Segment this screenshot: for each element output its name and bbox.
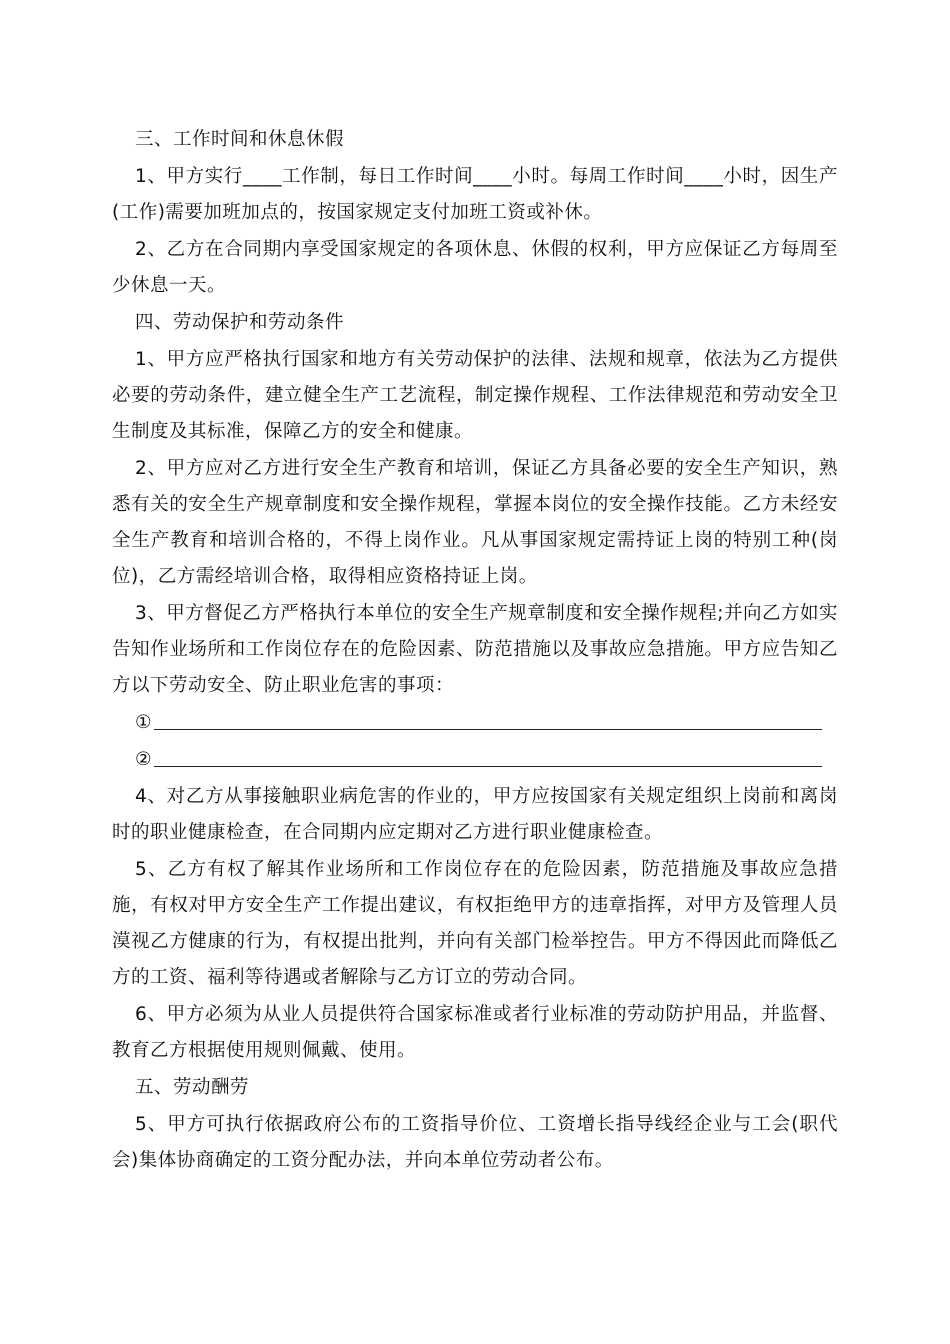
paragraph-safety-rules: 3、甲方督促乙方严格执行本单位的安全生产规章制度和安全操作规程;并向乙方如实告知作业场所和工作岗位存在的危险因素、防范措施以及事故应急措施。甲方应告知乙方以下劳动安全、防止职业危害的事项： — [112, 603, 839, 696]
item-marker-1: ① — [135, 712, 152, 733]
section-heading-labor-protection: 四、劳动保护和劳动条件 — [135, 312, 345, 333]
section-heading-work-hours: 三、工作时间和休息休假 — [135, 129, 345, 150]
paragraph-safety-training: 2、甲方应对乙方进行安全生产教育和培训，保证乙方具备必要的安全生产知识，熟悉有关的安全生产规章制度和安全操作规程，掌握本岗位的安全操作技能。乙方未经安全生产教育和培训合格的，不得上岗作业。凡从事国家规定需持证上岗的特别工种(岗位)，乙方需经培训合格，取得相应资格持证上岗。 — [112, 458, 838, 587]
paragraph-wage-distribution: 5、甲方可执行依据政府公布的工资指导价位、工资增长指导线经企业与工会(职代会)集体协商确定的工资分配办法，并向本单位劳动者公布。 — [112, 1114, 838, 1171]
paragraph-worker-rights: 5、乙方有权了解其作业场所和工作岗位存在的危险因素，防范措施及事故应急措施，有权对甲方安全生产工作提出建议，有权拒绝甲方的违章指挥，对甲方及管理人员漠视乙方健康的行为，有权提出批判，并向有关部门检举控告。甲方不得因此而降低乙方的工资、福利等待遇或者解除与乙方订立的劳动合同。 — [112, 859, 838, 988]
item-marker-2: ② — [135, 749, 152, 770]
paragraph-rest-rights: 2、乙方在合同期内享受国家规定的各项休息、休假的权利，甲方应保证乙方每周至少休息一天。 — [112, 239, 838, 296]
paragraph-health-check: 4、对乙方从事接触职业病危害的作业的，甲方应按国家有关规定组织上岗前和离岗时的职业健康检查，在合同期内应定期对乙方进行职业健康检查。 — [112, 786, 838, 843]
fill-in-line-1 — [154, 728, 822, 730]
document-page — [112, 122, 838, 1180]
fill-in-item-2 — [112, 742, 838, 778]
paragraph-work-system: 1、甲方实行____工作制，每日工作时间____小时。每周工作时间____小时，因生产(工作)需要加班加点的，按国家规定支付加班工资或补休。 — [112, 166, 838, 223]
paragraph-protective-equipment: 6、甲方必须为从业人员提供符合国家标准或者行业标准的劳动防护用品，并监督、教育乙方根据使用规则佩戴、使用。 — [112, 1004, 838, 1061]
fill-in-line-2 — [154, 765, 822, 767]
paragraph-labor-protection-laws: 1、甲方应严格执行国家和地方有关劳动保护的法律、法规和规章，依法为乙方提供必要的劳动条件，建立健全生产工艺流程，制定操作规程、工作法律规范和劳动安全卫生制度及其标准，保障乙方的安全和健康。 — [112, 349, 838, 442]
section-heading-remuneration: 五、劳动酬劳 — [135, 1077, 250, 1098]
fill-in-item-1 — [112, 705, 838, 741]
